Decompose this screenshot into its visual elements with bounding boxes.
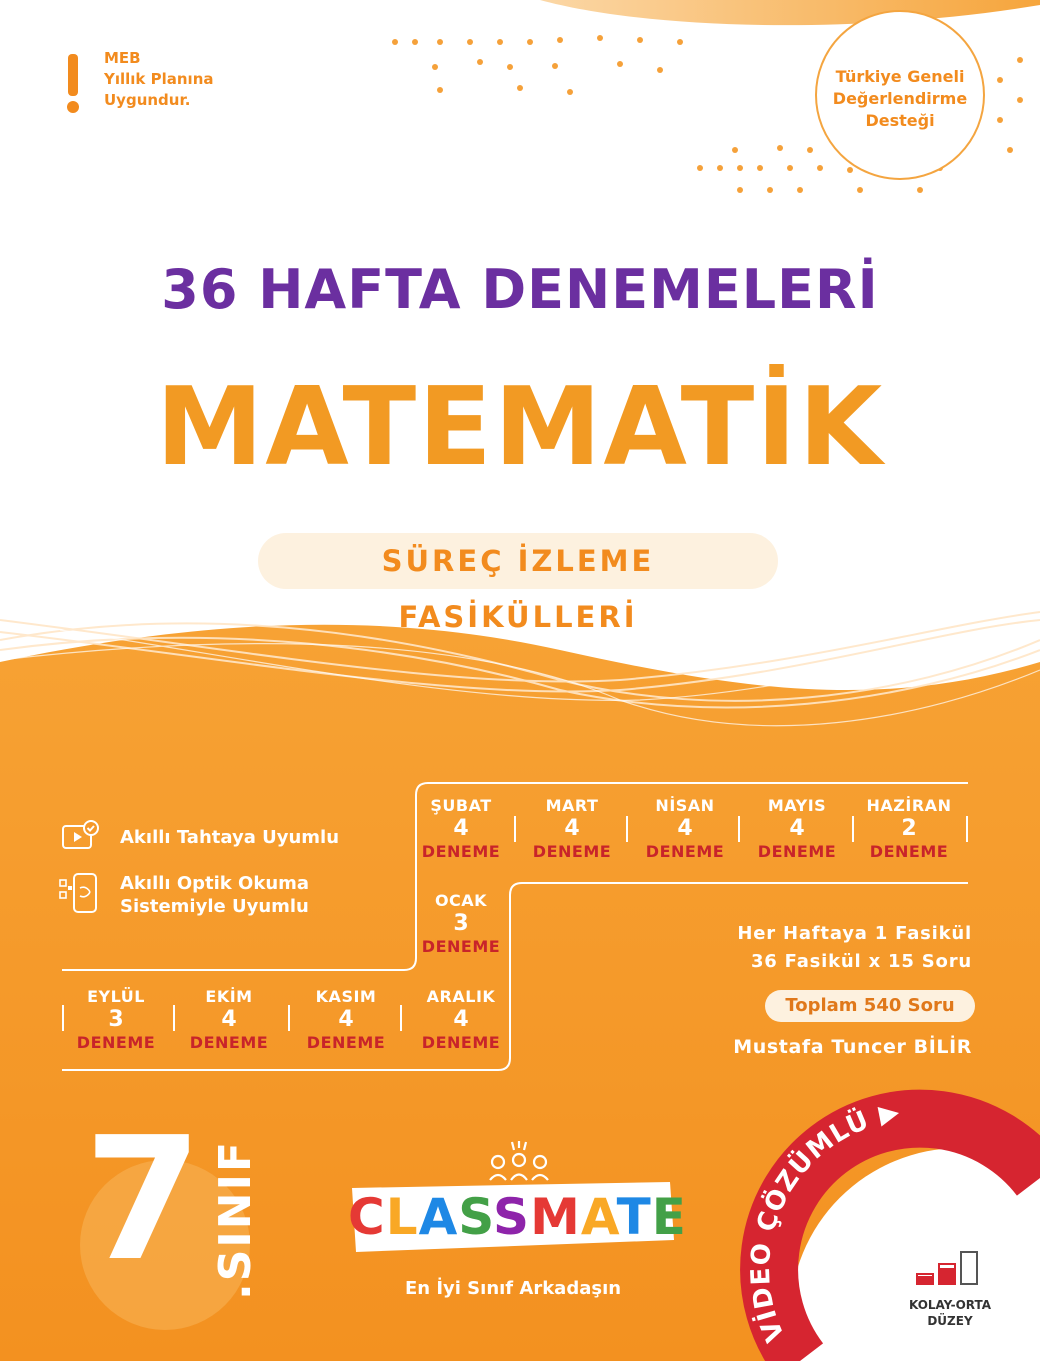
month-unit: DENEME <box>421 937 501 956</box>
feature-line: Akıllı Tahtaya Uyumlu <box>120 827 340 848</box>
brand-letter: C <box>348 1188 386 1246</box>
month-name: HAZİRAN <box>866 796 952 815</box>
brand-letter: S <box>458 1188 494 1246</box>
info-line-2: 36 Fasikül x 15 Soru <box>750 951 972 972</box>
badge-line: Değerlendirme <box>832 89 968 108</box>
month-unit: DENEME <box>532 842 612 861</box>
grade-number: 7 <box>84 1101 203 1299</box>
difficulty-line: DÜZEY <box>927 1314 973 1328</box>
brand-tagline: En İyi Sınıf Arkadaşın <box>404 1278 622 1299</box>
month-name: KASIM <box>315 987 377 1006</box>
month-count: 2 <box>901 816 917 841</box>
month-name: EKİM <box>205 987 253 1006</box>
author-name: Mustafa Tuncer BİLİR <box>733 1036 972 1058</box>
month-name: ŞUBAT <box>430 796 492 815</box>
notice-line: MEB <box>104 49 141 67</box>
month-name: NİSAN <box>655 796 715 815</box>
difficulty-line: KOLAY-ORTA <box>908 1298 992 1312</box>
info-line-1: Her Haftaya 1 Fasikül <box>737 923 972 944</box>
brand-letter: E <box>651 1188 687 1246</box>
video-ring-text: VİDEO ÇÖZÜMLÜ ▶ <box>745 1096 903 1346</box>
feature-line: Akıllı Optik Okuma <box>120 873 310 894</box>
brand-letter: A <box>418 1188 459 1246</box>
month-count: 4 <box>453 1007 469 1032</box>
month-name: MART <box>545 796 599 815</box>
month-unit: DENEME <box>757 842 837 861</box>
brand-letter: L <box>385 1188 419 1246</box>
month-name: ARALIK <box>426 987 496 1006</box>
month-unit: DENEME <box>645 842 725 861</box>
month-count: 4 <box>221 1007 237 1032</box>
month-count: 4 <box>338 1007 354 1032</box>
badge-line: Türkiye Geneli <box>835 67 965 86</box>
month-name: OCAK <box>434 891 488 910</box>
subtitle: SÜREÇ İZLEME FASİKÜLLERİ <box>381 544 655 634</box>
month-count: 4 <box>564 816 580 841</box>
brand-letter: M <box>530 1188 581 1246</box>
total-questions: Toplam 540 Soru <box>785 995 955 1016</box>
brand-letter: A <box>580 1188 617 1246</box>
month-count: 3 <box>453 911 469 936</box>
notice-line: Uygundur. <box>104 91 191 109</box>
feature-line: Sistemiyle Uyumlu <box>120 896 309 917</box>
brand-letter: S <box>493 1188 531 1246</box>
month-unit: DENEME <box>421 1033 501 1052</box>
difficulty-level <box>895 1297 1005 1329</box>
badge-line: Desteği <box>865 111 935 130</box>
series-title: 36 HAFTA DENEMELERİ <box>161 258 879 321</box>
month-unit: DENEME <box>421 842 501 861</box>
month-count: 4 <box>453 816 469 841</box>
notice-line: Yıllık Planına <box>104 70 214 88</box>
month-count: 4 <box>677 816 693 841</box>
grade-word: .SINIF <box>210 1139 261 1300</box>
brand-letter: T <box>616 1188 652 1246</box>
difficulty-bars-icon <box>915 1250 989 1286</box>
month-count: 4 <box>789 816 805 841</box>
month-count: 3 <box>108 1007 124 1032</box>
month-name: EYLÜL <box>87 987 145 1006</box>
month-name: MAYIS <box>767 796 827 815</box>
subject-title: MATEMATİK <box>155 365 885 490</box>
month-unit: DENEME <box>76 1033 156 1052</box>
month-unit: DENEME <box>189 1033 269 1052</box>
month-unit: DENEME <box>306 1033 386 1052</box>
month-unit: DENEME <box>869 842 949 861</box>
